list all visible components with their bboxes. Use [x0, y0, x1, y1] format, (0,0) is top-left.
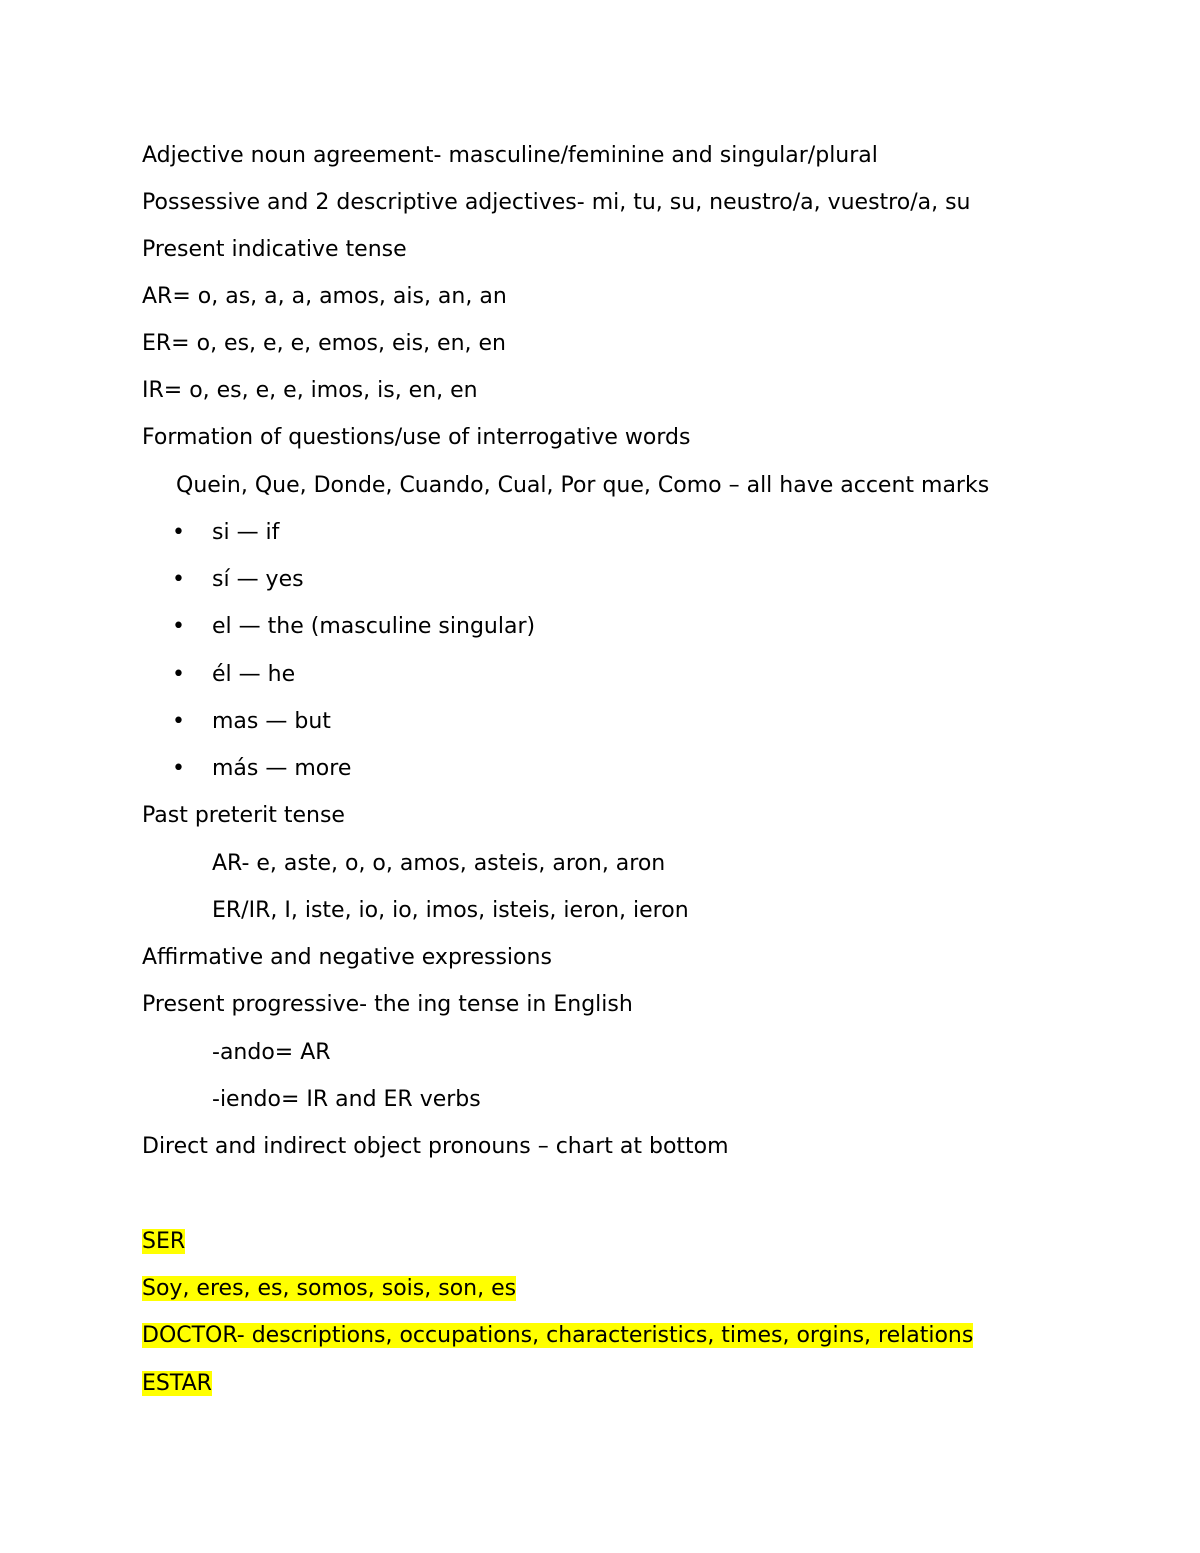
list-item-text: mas — but: [212, 709, 331, 734]
highlighted-line: [142, 1275, 516, 1303]
list-item-text: él — he: [212, 662, 296, 687]
bullet-icon: •: [172, 614, 185, 639]
text-line: Possessive and 2 descriptive adjectives- mi, tu, su, neustro/a, vuestro/a, su: [142, 190, 971, 215]
text-line: AR- e, aste, o, o, amos, asteis, aron, aron: [212, 851, 666, 876]
text-line: ER= o, es, e, e, emos, eis, en, en: [142, 331, 506, 356]
list-item: [172, 708, 331, 736]
text-line: Present progressive- the ing tense in English: [142, 992, 633, 1017]
text-line: Past preterit tense: [142, 803, 345, 828]
list-item: [172, 566, 304, 594]
text-line: ER/IR, I, iste, io, io, imos, isteis, ieron, ieron: [212, 898, 689, 923]
text-line: Direct and indirect object pronouns – chart at bottom: [142, 1134, 729, 1159]
text-line: AR= o, as, a, a, amos, ais, an, an: [142, 284, 507, 309]
list-item-text: sí — yes: [212, 567, 304, 592]
list-item-text: más — more: [212, 756, 352, 781]
highlight: Soy, eres, es, somos, sois, son, es: [142, 1276, 517, 1301]
text-line: Formation of questions/use of interrogative words: [142, 425, 691, 450]
list-item-text: si — if: [212, 520, 280, 545]
highlight: ESTAR: [142, 1371, 212, 1396]
bullet-icon: •: [172, 520, 185, 545]
bullet-icon: •: [172, 756, 185, 781]
text-line: IR= o, es, e, e, imos, is, en, en: [142, 378, 478, 403]
text-line: -ando= AR: [212, 1040, 331, 1065]
bullet-icon: •: [172, 709, 185, 734]
bullet-icon: •: [172, 662, 185, 687]
highlighted-line: [142, 1228, 185, 1256]
list-item: [172, 613, 535, 641]
list-item: [172, 755, 351, 783]
text-line: Adjective noun agreement- masculine/feminine and singular/plural: [142, 143, 878, 168]
list-item: [172, 661, 295, 689]
highlighted-line: [142, 1322, 973, 1350]
text-line: -iendo= IR and ER verbs: [212, 1087, 481, 1112]
highlight: SER: [142, 1229, 186, 1254]
text-line: Present indicative tense: [142, 237, 407, 262]
highlight: DOCTOR- descriptions, occupations, characteristics, times, orgins, relations: [142, 1323, 974, 1348]
text-line: Affirmative and negative expressions: [142, 945, 552, 970]
bullet-icon: •: [172, 567, 185, 592]
text-line: Quein, Que, Donde, Cuando, Cual, Por que, Como – all have accent marks: [176, 473, 990, 498]
list-item-text: el — the (masculine singular): [212, 614, 536, 639]
list-item: [172, 519, 279, 547]
highlighted-line: [142, 1370, 212, 1398]
